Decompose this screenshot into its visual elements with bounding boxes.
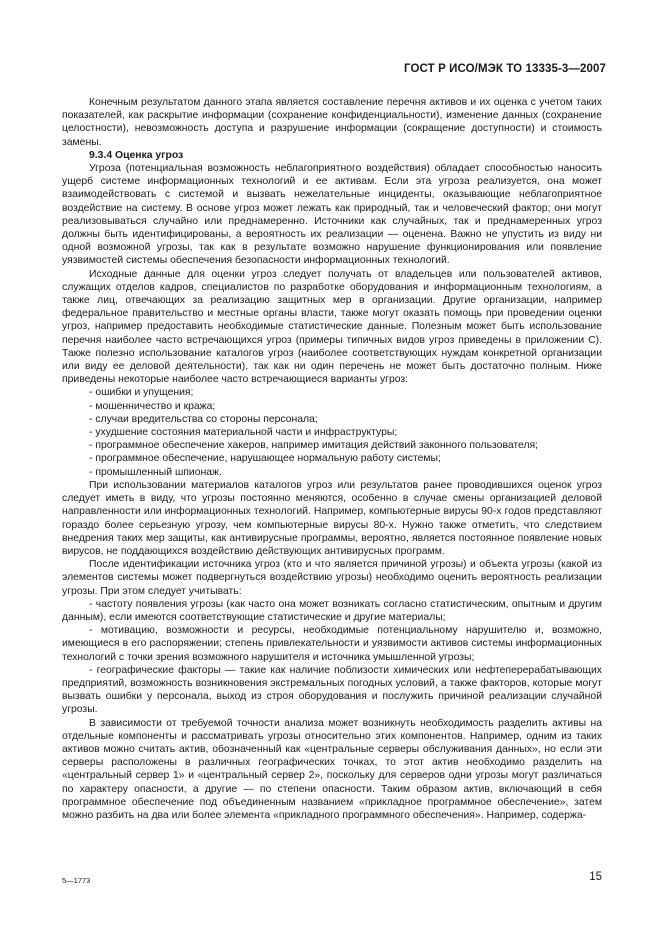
paragraph-components: В зависимости от требуемой точности анализа может возникнуть необходимость разделить активы на отдельные компоненты и рассматривать угрозы относительно этих компонентов. Например, одним из таких активов можно считать актив, обозначенный как «центральные серверы обслуживания данных», но если эти серверы расположены в различных географических точках, то этот актив необходимо разделить на «центральный сервер 1» и «центральный сервер 2», поскольку для серверов одни угрозы могут различаться по характеру опасности, а другие — по степени опасности. Таким образом актив, включающий в себя программное обеспечение под объединенным названием «прикладное программное обеспечение», затем можно разбить на два или более элемента «прикладного программного обеспечения». Например, содержа- [62, 717, 602, 821]
factor-frequency: - частоту появления угрозы (как часто она может возникать согласно статистическим, опытным и другим данным), если имеются соответствующие статистические и другие материалы; [62, 598, 602, 623]
print-code: 5—1773 [62, 876, 91, 885]
paragraph-input-data: Исходные данные для оценки угроз следует получать от владельцев или пользователей активов, служащих отделов кадров, специалистов по разработке оборудования и информационным технологиям, а также лиц, отвечающих за реализацию защитных мер в организации. Другие организации, например федеральное правительство и местные органы власти, также могут оказать помощь при проведении оценки угроз, например предоставить необходимые статистические данные. Полезным может быть использование перечня наиболее часто встречающихся угроз (примеры типичных видов угроз приведены в приложении С). Также полезно использование каталогов угроз (наиболее соответствующих нуждам конкретной организации или виду ее деловой деятельности), так как ни один перечень не может быть достаточно полным. Ниже приведены некоторые наиболее часто встречающиеся варианты угроз: [62, 268, 602, 386]
factor-geography: - географические факторы — такие как наличие поблизости химических или нефтеперерабатывающих предприятий, возможность возникновения экстремальных погодных условий, а также факторов, которые могут вызвать ошибки у персонала, выход из строя оборудования и послужить причиной реализации случайной угрозы. [62, 664, 602, 716]
list-item: - программное обеспечение, нарушающее нормальную работу системы; [89, 453, 441, 465]
document-body [62, 96, 602, 822]
list-item: - случаи вредительства со стороны персонала; [89, 413, 318, 425]
document-header: ГОСТ Р ИСО/МЭК ТО 13335-3—2007 [404, 63, 606, 75]
list-item: - программное обеспечение хакеров, например имитация действий законного пользователя; [89, 440, 539, 452]
list-item: - ошибки и упущения; [89, 387, 194, 399]
page-number: 15 [589, 871, 602, 883]
paragraph-probability: После идентификации источника угроз (кто и что является причиной угрозы) и объекта угрозы (какой из элементов системы может подвергнуться воздействию угрозы) необходимо оценить вероятность реализации угрозы. При этом следует учитывать: [62, 559, 602, 597]
list-item: - промышленный шпионаж. [89, 466, 222, 478]
list-item: - мошенничество и кража; [89, 400, 216, 412]
paragraph-intro: Конечным результатом данного этапа является составление перечня активов и их оценка с учетом таких показателей, как раскрытие информации (сохранение конфиденциальности), изменение данных (сохранение целостности), невозможность доступа и разрушение информации (сокращение доступности) и стоимость замены. [62, 97, 602, 148]
list-item: - ухудшение состояния материальной части и инфраструктуры; [89, 427, 398, 439]
threat-list [62, 386, 602, 478]
paragraph-catalogs: При использовании материалов каталогов угроз или результатов ранее проводившихся оценок угроз следует иметь в виду, что угрозы постоянно меняются, особенно в случае смены организацией деловой направленности или информационных технологий. Например, компьютерные вирусы 90-х годов представляют гораздо более серьезную угрозу, чем компьютерные вирусы 80-х. Нужно также отметить, что следствием внедрения таких мер защиты, как антивирусные программы, вероятно, является постоянное появление новых вирусов, не поддающихся воздействию действующих антивирусных программ. [62, 479, 602, 557]
section-heading: 9.3.4 Оценка угроз [89, 149, 184, 161]
factor-motivation: - мотивацию, возможности и ресурсы, необходимые потенциальному нарушителю и, возможно, имеющиеся в его распоряжении; степень привлекательности и уязвимости активов системы информационных технологий с точки зрения возможного нарушителя и источника умышленной угрозы; [62, 625, 602, 663]
paragraph-threat-definition: Угроза (потенциальная возможность неблагоприятного воздействия) обладает способностью наносить ущерб системе информационных технологий и ее активам. Если эта угроза реализуется, она может взаимодействовать с системой и вызвать нежелательные инциденты, оказывающие неблагоприятное воздействие на систему. В основе угроз может лежать как природный, так и человеческий фактор; они могут реализовываться случайно или преднамеренно. Источники как случайных, так и преднамеренных угроз должны быть идентифицированы, а вероятность их реализации — оценена. Важно не упустить из виду ни одной возможной угрозы, так как в результате возможно нарушение функционирования или появление уязвимостей системы обеспечения безопасности информационных технологий. [62, 163, 602, 267]
